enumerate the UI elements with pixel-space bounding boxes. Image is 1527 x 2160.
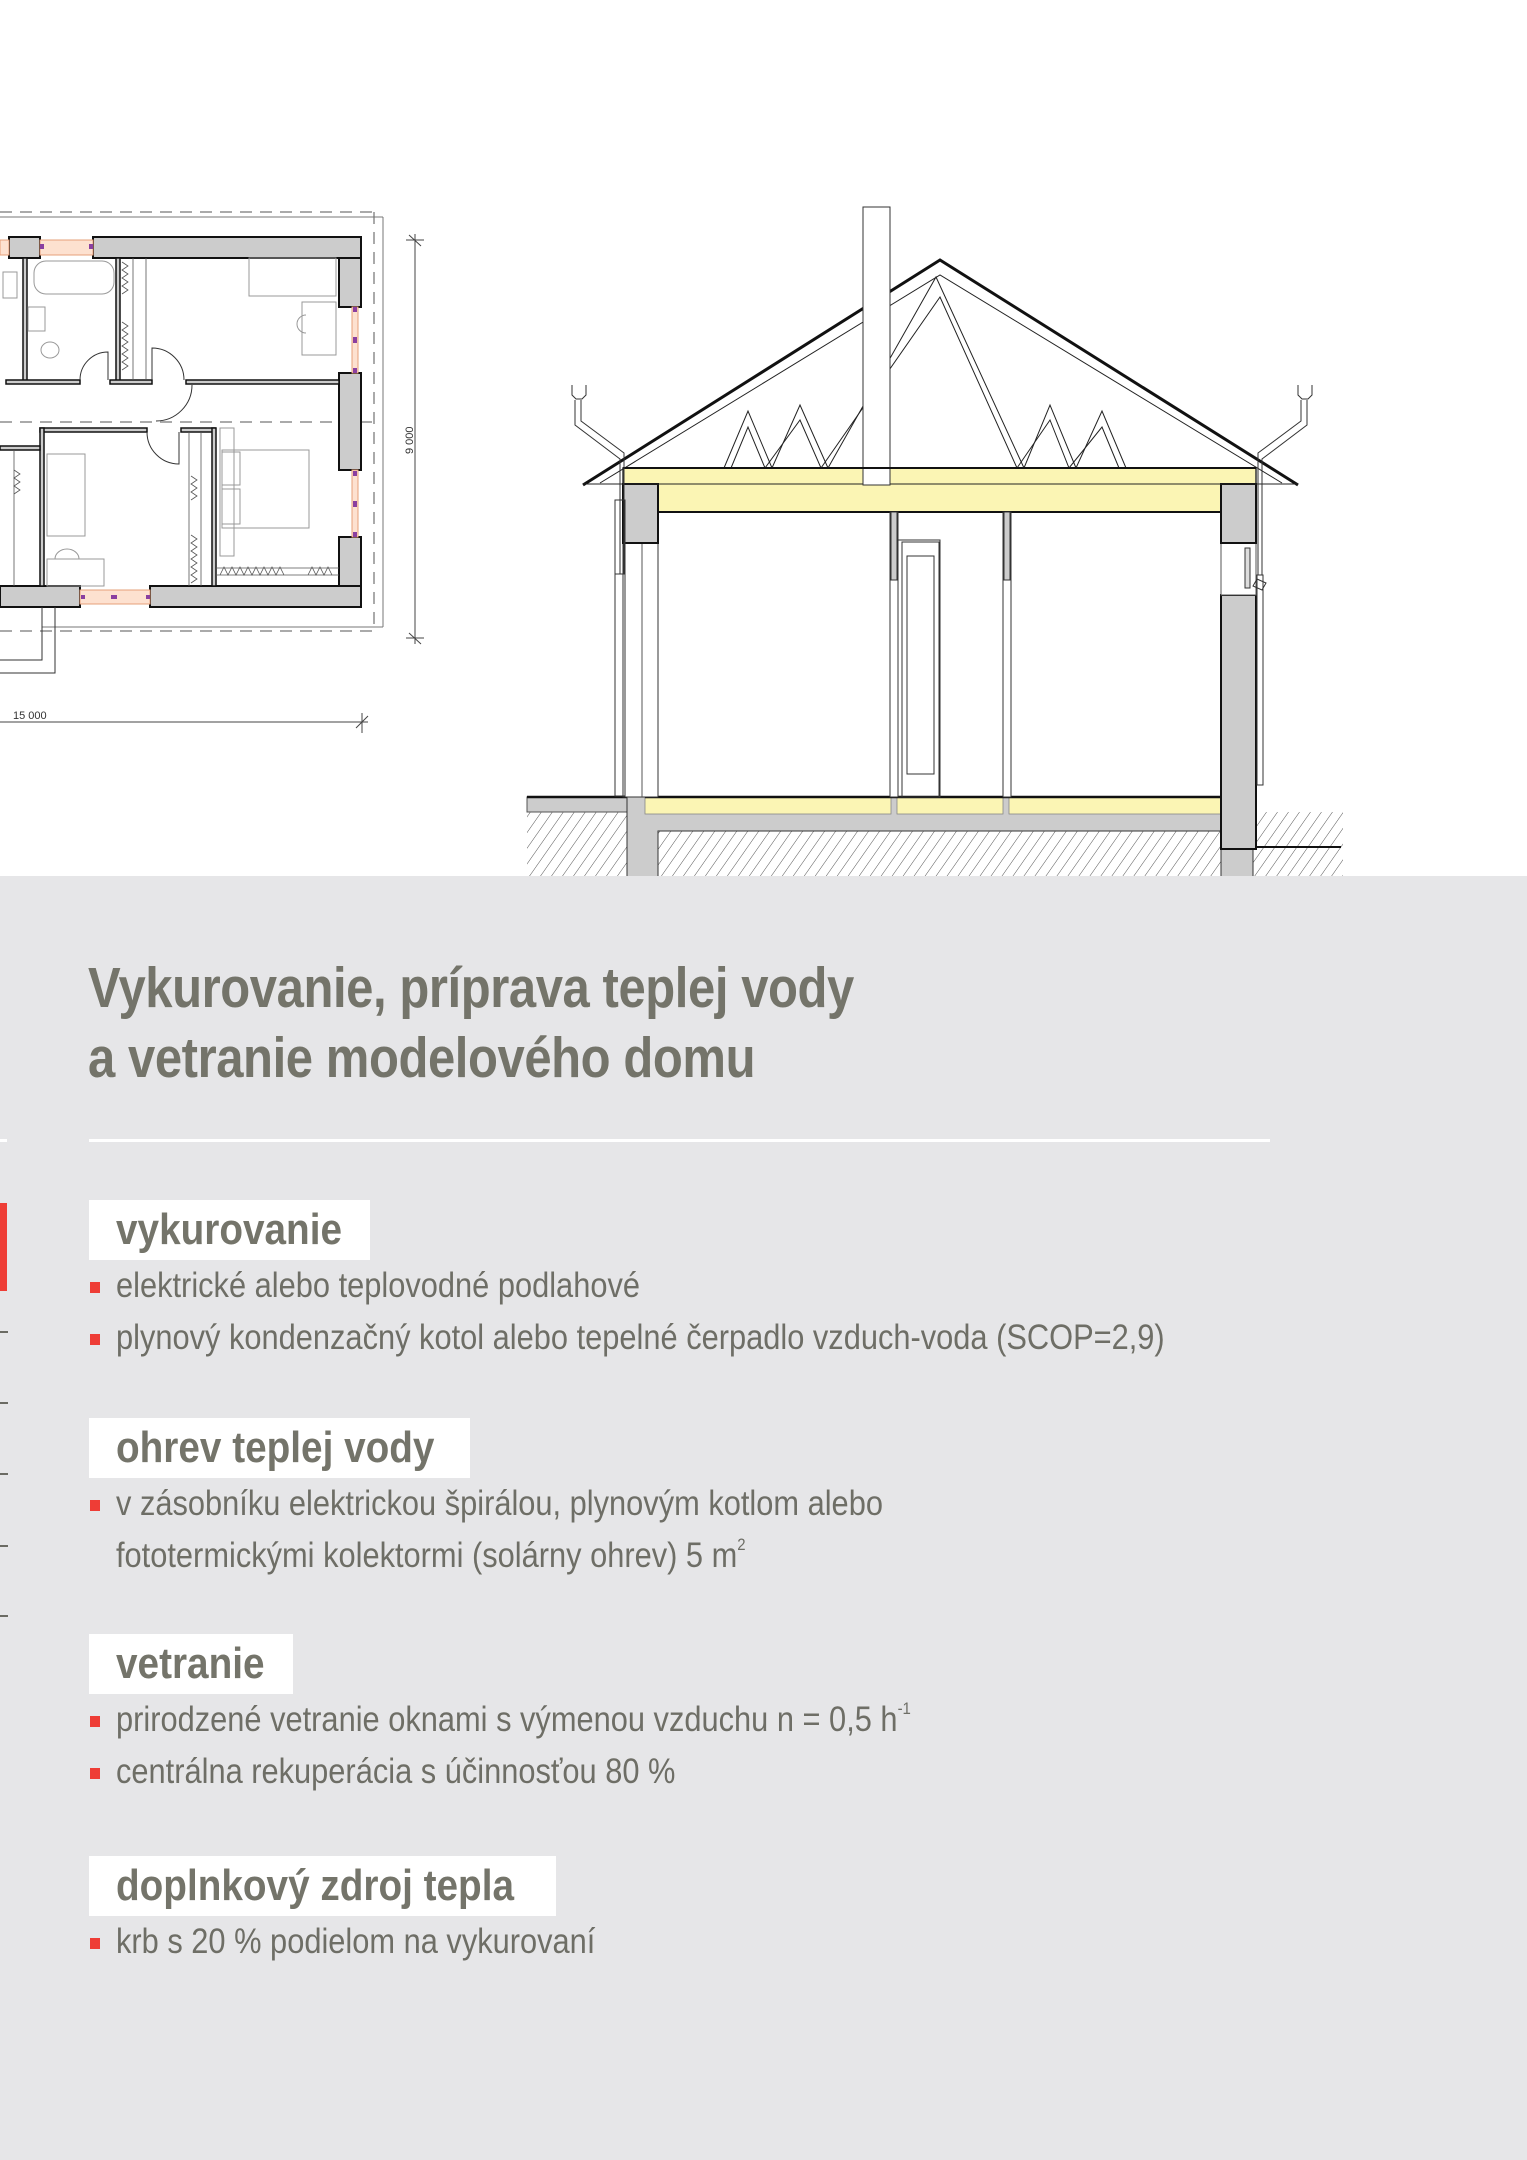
ceiling-insulation <box>623 468 1256 512</box>
list-item-continuation <box>89 1530 988 1582</box>
list-item <box>89 1746 1019 1798</box>
active-page-marker <box>0 1203 7 1291</box>
gutter-right <box>1253 385 1312 785</box>
roof-truss <box>583 260 1298 485</box>
bullet-square-icon <box>90 1500 100 1511</box>
edge-tick <box>0 1402 8 1404</box>
bullet-square-icon <box>90 1768 100 1779</box>
list-item <box>89 1916 661 1968</box>
title-divider <box>89 1139 1270 1142</box>
list-item <box>89 1478 988 1530</box>
entrance-lines <box>0 607 55 673</box>
page-title <box>88 953 854 1093</box>
section-heading-text: vykurovanie <box>116 1205 342 1254</box>
list-item-text: plynový kondenzačný kotol alebo tepelné čerpadlo vzduch-voda (SCOP=2,9) <box>116 1318 1165 1357</box>
title-line-2: a vetranie modelového domu <box>88 1026 756 1090</box>
architectural-drawings <box>0 0 1527 876</box>
bullet-list <box>89 1694 1019 1798</box>
floor-plan <box>0 212 424 733</box>
list-item <box>89 1312 1308 1364</box>
dimension-width <box>0 713 368 733</box>
floor-insulation <box>645 797 1221 814</box>
section-heading <box>89 1200 370 1260</box>
dimension-width-label: 15 000 <box>13 710 47 722</box>
bathroom-fixtures <box>3 261 114 358</box>
drawings-area <box>0 0 1527 876</box>
bullet-square-icon <box>90 1282 100 1293</box>
list-item-text: centrálna rekuperácia s účinnosťou 80 % <box>116 1752 676 1791</box>
title-line-1: Vykurovanie, príprava teplej vody <box>88 956 854 1020</box>
section-supplementary-heat <box>89 1856 661 1968</box>
edge-tick <box>0 1331 8 1333</box>
section-heading <box>89 1856 556 1916</box>
list-item <box>89 1694 1019 1746</box>
section-hot-water <box>89 1418 988 1582</box>
bullet-square-icon <box>90 1334 100 1345</box>
section-heading-text: vetranie <box>116 1639 265 1688</box>
terrace <box>527 797 627 812</box>
bullet-square-icon <box>90 1716 100 1727</box>
dimension-depth-label: 9 000 <box>404 426 416 454</box>
lintel-right <box>1221 484 1256 543</box>
list-item-text: krb s 20 % podielom na vykurovaní <box>116 1922 596 1961</box>
interior-door <box>898 540 940 797</box>
lintel-left <box>623 484 658 543</box>
gutter-left <box>572 385 625 796</box>
edge-tick <box>0 1545 8 1547</box>
doors <box>80 348 192 464</box>
left-wall <box>623 543 658 797</box>
bullet-square-icon <box>90 1938 100 1949</box>
section-heading <box>89 1634 293 1694</box>
section-heading-text: doplnkový zdroj tepla <box>116 1861 515 1910</box>
right-wall <box>1221 595 1256 849</box>
list-item <box>89 1260 1308 1312</box>
list-item-text: elektrické alebo teplovodné podlahové <box>116 1266 640 1305</box>
list-item-text: fototermickými kolektormi (solárny ohrev) 5 m <box>116 1536 738 1575</box>
superscript: 2 <box>737 1535 746 1555</box>
section-heading-text: ohrev teplej vody <box>116 1423 435 1472</box>
list-item-text: v zásobníku elektrickou špirálou, plynovým kotlom alebo <box>116 1484 883 1523</box>
edge-tick <box>0 1473 8 1475</box>
list-item-text: prirodzené vetranie oknami s výmenou vzduchu n = 0,5 h <box>116 1700 898 1739</box>
bullet-list <box>89 1478 988 1582</box>
bullet-list <box>89 1260 1308 1364</box>
partitions <box>890 512 1011 797</box>
divider-edge <box>0 1139 7 1142</box>
section-ventilation <box>89 1634 1019 1798</box>
section-heading <box>89 1418 470 1478</box>
section-heating <box>89 1200 1308 1364</box>
superscript: -1 <box>897 1699 911 1719</box>
cross-section <box>527 207 1343 876</box>
bullet-list <box>89 1916 661 1968</box>
edge-tick <box>0 1615 8 1617</box>
chimney <box>863 207 890 485</box>
